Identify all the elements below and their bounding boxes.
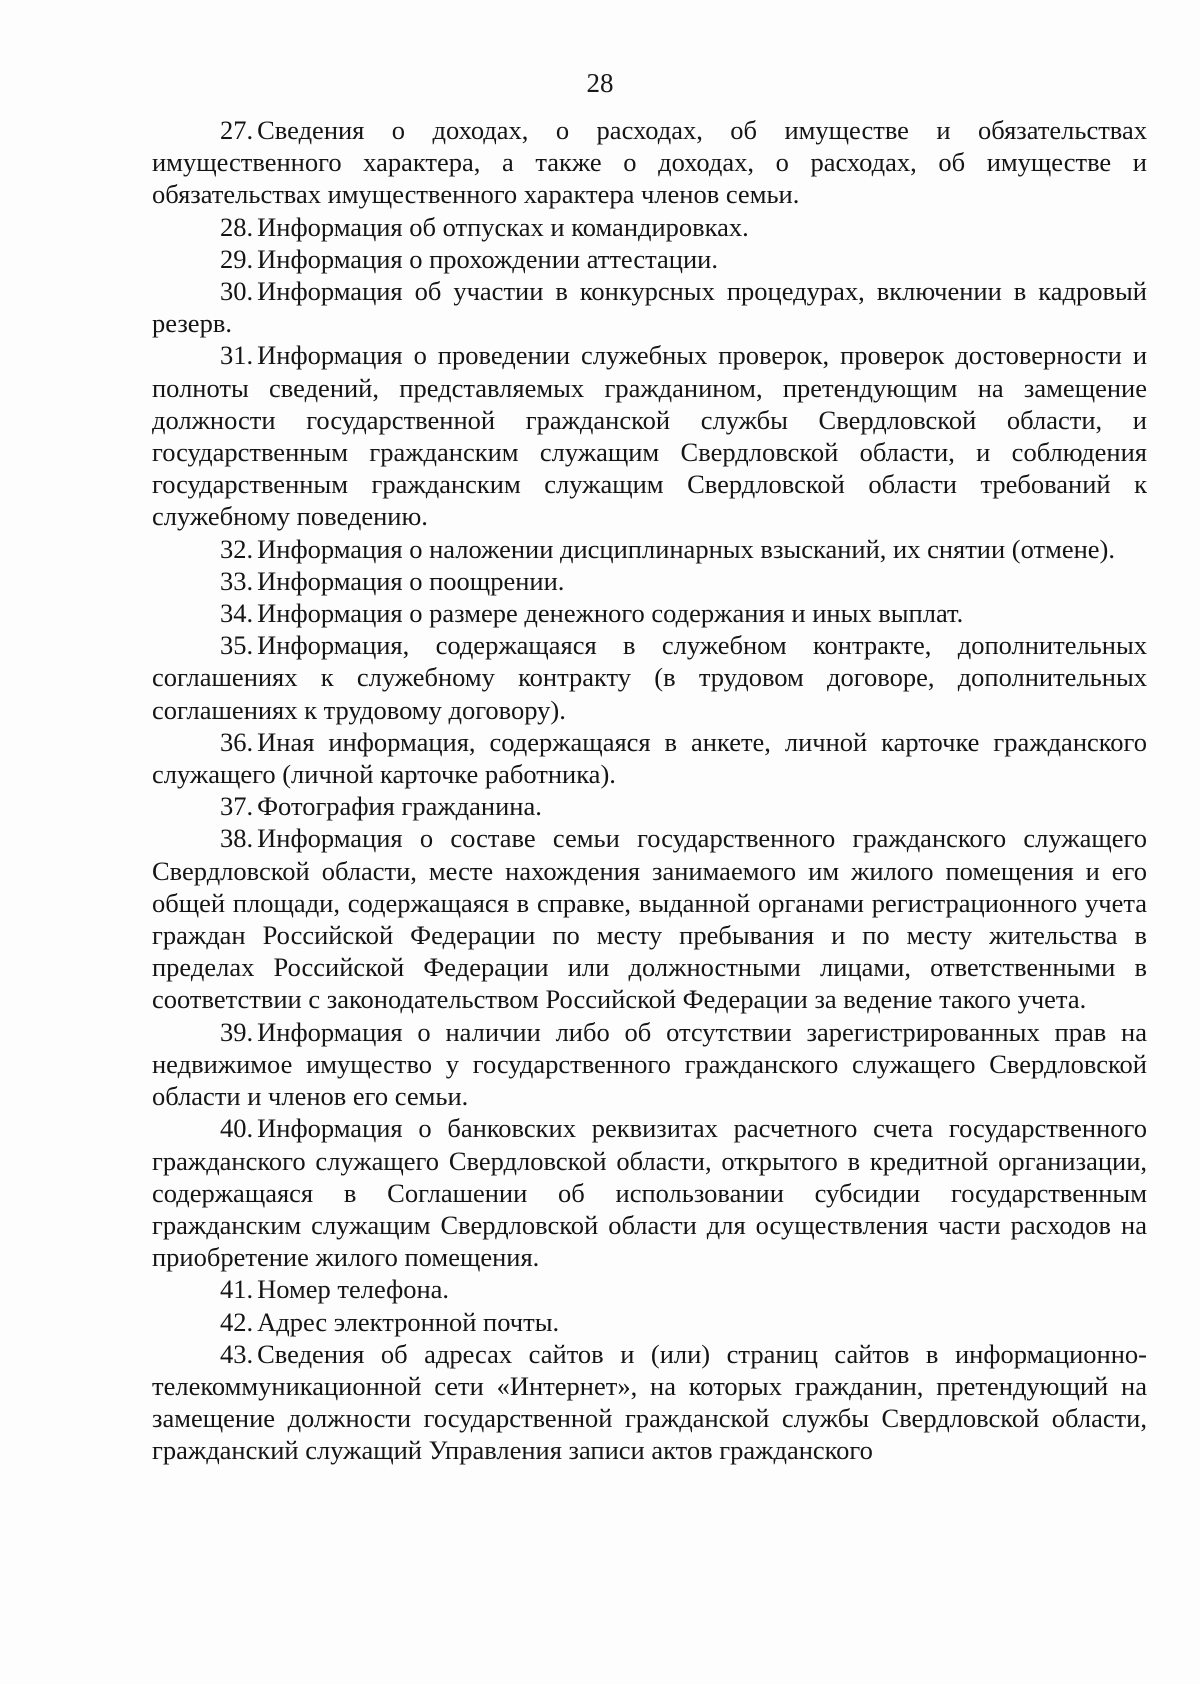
item-number: 34.: [220, 598, 254, 629]
list-item: [152, 1306, 1147, 1338]
item-text: Информация о проведении служебных проверок, проверок достоверности и полноты сведений, представляемых гражданином, претендующим на замещение должности государственной гражданской службы Свердловской области, и государственным гражданским служащим Свердловской области, и соблюдения государственным гражданским служащим Свердловской области требований к служебному поведению.: [152, 340, 1147, 532]
item-number: 38.: [220, 823, 254, 854]
item-number: 43.: [220, 1338, 254, 1369]
list-item: [152, 114, 1147, 211]
item-text: Информация о наличии либо об отсутствии зарегистрированных прав на недвижимое имущество у государственного гражданского служащего Свердловской области и членов его семьи.: [152, 1016, 1147, 1112]
item-number: 28.: [220, 211, 254, 242]
item-number: 42.: [220, 1306, 254, 1337]
item-text: Информация об отпусках и командировках.: [257, 211, 749, 242]
item-number: 35.: [220, 630, 254, 661]
list-item: [152, 726, 1147, 790]
item-number: 33.: [220, 565, 254, 596]
item-text: Фотография гражданина.: [257, 791, 542, 822]
item-text: Информация, содержащаяся в служебном контракте, дополнительных соглашениях к служебному контракту (в трудовом договоре, дополнительных соглашениях к трудовому договору).: [152, 630, 1147, 725]
list-item: [152, 565, 1147, 597]
item-number: 36.: [220, 726, 254, 757]
item-text: Информация о поощрении.: [257, 565, 565, 596]
list-item: [152, 1016, 1147, 1113]
item-text: Сведения об адресах сайтов и (или) страниц сайтов в информационно-телекоммуникационной сети «Интернет», на которых гражданин, претендующий на замещение должности государственной гражданской службы Свердловской области, гражданский служащий Управления записи актов гражданского: [152, 1338, 1147, 1466]
item-number: 40.: [220, 1113, 254, 1144]
item-number: 29.: [220, 243, 254, 274]
list-item: [152, 1338, 1147, 1467]
list-item: [152, 275, 1147, 339]
item-text: Информация о банковских реквизитах расчетного счета государственного гражданского служащего Свердловской области, открытого в кредитной организации, содержащаяся в Соглашении об использовании субсидии государственным гражданским служащим Свердловской области для осуществления части расходов на приобретение жилого помещения.: [152, 1113, 1147, 1273]
item-text: Адрес электронной почты.: [257, 1306, 560, 1337]
item-number: 31.: [220, 340, 254, 371]
item-text: Информация о размере денежного содержания и иных выплат.: [257, 598, 964, 629]
item-number: 41.: [220, 1274, 254, 1305]
page-number: 28: [586, 68, 614, 98]
item-text: Иная информация, содержащаяся в анкете, личной карточке гражданского служащего (личной карточке работника).: [152, 726, 1147, 790]
item-text: Сведения о доходах, о расходах, об имуществе и обязательствах имущественного характера, а также о доходах, о расходах, об имуществе и обязательствах имущественного характера членов семьи.: [152, 115, 1147, 210]
list-item: [152, 533, 1147, 565]
item-text: Информация о прохождении аттестации.: [257, 243, 718, 274]
list-item: [152, 1112, 1147, 1273]
list-item: [152, 243, 1147, 275]
item-text: Информация о наложении дисциплинарных взысканий, их снятии (отмене).: [257, 533, 1115, 564]
item-text: Информация о составе семьи государственного гражданского служащего Свердловской области, месте нахождения занимаемого им жилого помещения и его общей площади, содержащаяся в справке, выданной органами регистрационного учета граждан Российской Федерации по месту пребывания и по месту жительства в пределах Российской Федерации или должностными лицами, ответственными в соответствии с законодательством Российской Федерации за ведение такого учета.: [152, 823, 1147, 1015]
item-number: 30.: [220, 276, 254, 307]
item-text: Информация об участии в конкурсных процедурах, включении в кадровый резерв.: [152, 276, 1147, 339]
document-body: [152, 114, 1147, 1467]
list-item: [152, 1273, 1147, 1305]
list-item: [152, 597, 1147, 629]
list-item: [152, 629, 1147, 726]
item-number: 27.: [220, 115, 254, 145]
list-item: [152, 790, 1147, 822]
item-number: 37.: [220, 791, 254, 822]
list-item: [152, 822, 1147, 1015]
list-item: [152, 339, 1147, 532]
item-text: Номер телефона.: [257, 1274, 450, 1305]
item-number: 39.: [220, 1016, 254, 1047]
item-number: 32.: [220, 533, 254, 564]
list-item: [152, 211, 1147, 243]
